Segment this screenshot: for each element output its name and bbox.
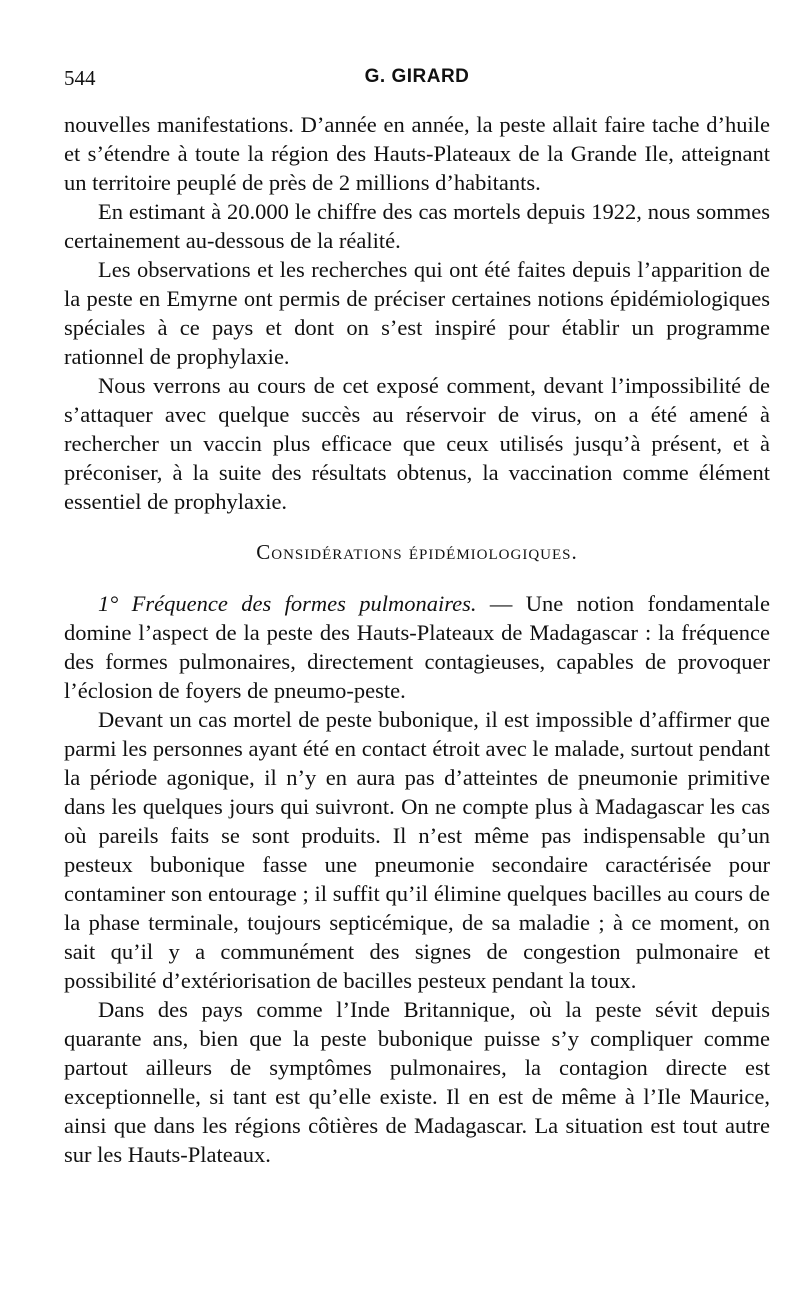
paragraph-5 <box>64 589 770 705</box>
paragraph-1: nouvelles manifestations. D’année en année, la peste allait faire tache d’huile et s’étendre à toute la région des Hauts-Plateaux de la Grande Ile, atteignant un territoire peuplé de près de 2 millions d’habitants. <box>64 112 770 195</box>
paragraph-5-text: — Une notion fondamentale domine l’aspect de la peste des Hauts-Plateaux de Madagascar : la fréquence des formes pulmonaires, directement contagieuses, capables de provoquer l’éclosion de foyers de pneumo-peste. <box>64 591 770 703</box>
page-number: 544 <box>64 66 96 90</box>
paragraph-7: Dans des pays comme l’Inde Britannique, où la peste sévit depuis quarante ans, bien que la peste bubonique puisse s’y compliquer comme partout ailleurs de symptômes pulmonaires, la contagion directe est exceptionnelle, si tant est qu’elle existe. Il en est de même à l’Ile Maurice, ainsi que dans les régions côtières de Madagascar. La situation est tout autre sur les Hauts-Plateaux. <box>64 997 770 1167</box>
run-in-heading: 1° Fréquence des formes pulmonaires. <box>98 591 477 616</box>
paragraph-6: Devant un cas mortel de peste bubonique, il est impossible d’affirmer que parmi les personnes ayant été en contact étroit avec le malade, surtout pendant la période agonique, il n’y en aura pas d’atteintes de pneumonie primitive dans les quelques jours qui suivront. On ne compte plus à Madagascar les cas où pareils faits se sont produits. Il n’est même pas indispensable qu’un pesteux bubonique fasse une pneumonie secondaire caractérisée pour contaminer son entourage ; il suffit qu’il élimine quelques bacilles au cours de la phase terminale, toujours septicémique, de sa maladie ; à ce moment, on sait qu’il y a communément des signes de congestion pulmonaire et possibilité d’extériorisation de bacilles pesteux pendant la toux. <box>64 707 770 993</box>
paragraph-2: En estimant à 20.000 le chiffre des cas mortels depuis 1922, nous sommes certainement au-dessous de la réalité. <box>64 199 770 253</box>
running-head-author: G. GIRARD <box>364 66 470 87</box>
section-heading: Considérations épidémiologiques. <box>256 540 578 564</box>
paragraph-4: Nous verrons au cours de cet exposé comment, devant l’impossibilité de s’attaquer avec quelque succès au réservoir de virus, on a été amené à rechercher un vaccin plus efficace que ceux utilisés jusqu’à présent, et à préconiser, à la suite des résultats obtenus, la vaccination comme élément essentiel de prophylaxie. <box>64 373 770 514</box>
body-text <box>64 110 770 1169</box>
paragraph-3: Les observations et les recherches qui ont été faites depuis l’apparition de la peste en Emyrne ont permis de préciser certaines notions épidémiologiques spéciales à ce pays et dont on s’est inspiré pour établir un programme rationnel de prophylaxie. <box>64 257 770 369</box>
running-head <box>64 66 770 96</box>
